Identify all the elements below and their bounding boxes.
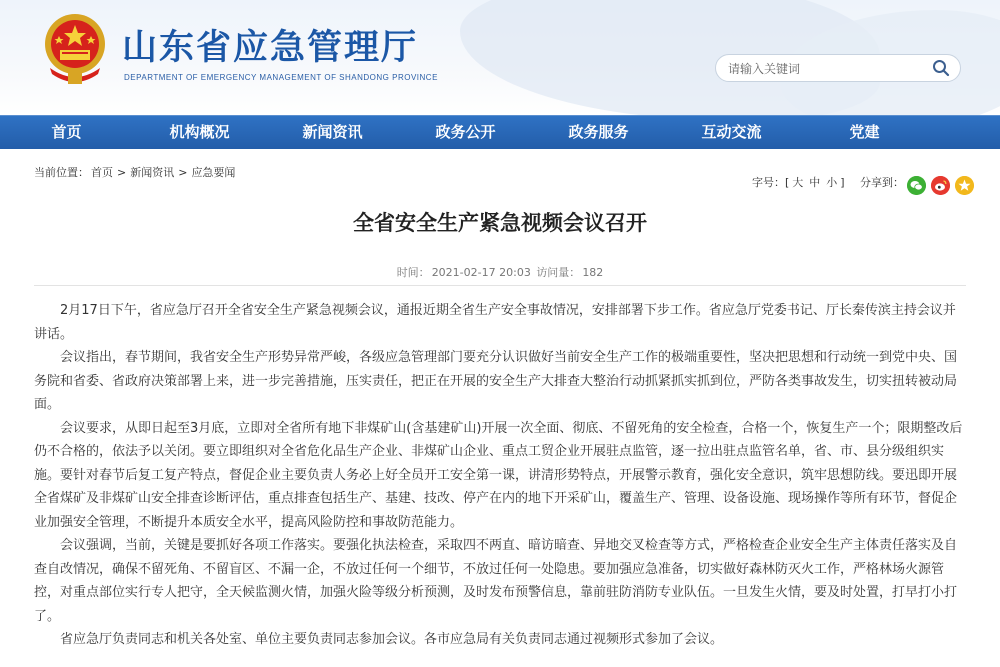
favorite-share-icon[interactable] xyxy=(955,176,974,195)
font-size-label: 字号： xyxy=(752,176,785,189)
nav-government-affairs[interactable]: 政务公开 xyxy=(435,123,496,141)
article-body xyxy=(34,299,968,652)
nav-interaction[interactable]: 互动交流 xyxy=(701,123,762,141)
article-tools xyxy=(0,172,1000,196)
breadcrumb-link-home[interactable]: 首页 xyxy=(91,166,113,179)
article-paragraph: 会议指出，春节期间，我省安全生产形势异常严峻，各级应急管理部门要充分认识做好当前安全生产工作的极端重要性，坚决把思想和行动统一到党中央、国务院和省委、省政府决策部署上来，进一步完善措施，压实责任，把正在开展的安全生产大排查大整治行动抓紧抓实抓到位，严防各类事故发生，切实扭转被动局面。 xyxy=(34,350,958,412)
nav-party-building[interactable]: 党建 xyxy=(849,123,880,141)
font-size-large[interactable]: 大 xyxy=(792,176,804,189)
nav-news[interactable]: 新闻资讯 xyxy=(302,123,363,141)
nav-home[interactable]: 首页 xyxy=(51,123,82,141)
search-input[interactable] xyxy=(726,59,930,79)
search-box xyxy=(715,54,961,82)
article-paragraph: 会议强调，当前，关键是要抓好各项工作落实。要强化执法检查，采取四不两直、暗访暗查、异地交叉检查等方式，严格检查企业安全生产主体责任落实及自查自改情况，确保不留死角、不留盲区、不漏一企，不放过任何一个细节，不放过任何一处隐患。要加强应急准备，切实做好森林防灭火工作，严格林场火源管控，对重点部位实行专人把守，全天候监测火情，加强火险等级分析预测，及时发布预警信息，靠前驻防消防专业队伍。一旦发生火情，要及时处置，打早打小打了。 xyxy=(34,538,958,624)
font-size-control xyxy=(752,174,845,190)
article-title: 全省安全生产紧急视频会议召开 xyxy=(353,211,647,235)
site-subtitle: DEPARTMENT OF EMERGENCY MANAGEMENT OF SHANDONG PROVINCE xyxy=(124,73,438,82)
wechat-share-icon[interactable] xyxy=(907,176,926,195)
article-paragraph: 省应急厅负责同志和机关各处室、单位主要负责同志参加会议。各市应急局有关负责同志通过视频形式参加了会议。 xyxy=(60,632,724,647)
search-icon[interactable] xyxy=(932,59,950,77)
nav-organization[interactable]: 机构概况 xyxy=(169,123,230,141)
main-nav xyxy=(0,115,1000,149)
article-meta xyxy=(0,264,1000,280)
weibo-share-icon[interactable] xyxy=(931,176,950,195)
font-bracket-open: [ xyxy=(785,176,790,189)
time-label: 时间： xyxy=(396,266,430,279)
font-size-medium[interactable]: 中 xyxy=(809,176,821,189)
site-header xyxy=(0,0,1000,115)
views-label: 访问量： xyxy=(536,266,581,279)
view-count: 182 xyxy=(582,266,604,279)
divider xyxy=(34,285,966,286)
breadcrumb-link-emergency-news[interactable]: 应急要闻 xyxy=(191,166,236,179)
nav-government-services[interactable]: 政务服务 xyxy=(568,123,629,141)
share-label: 分享到： xyxy=(860,176,904,189)
breadcrumb-prefix: 当前位置： xyxy=(34,166,89,179)
breadcrumb-link-news[interactable]: 新闻资讯 xyxy=(130,166,175,179)
breadcrumb-separator: > xyxy=(117,166,127,179)
font-bracket-close: ] xyxy=(840,176,845,189)
site-title: 山东省应急管理厅 xyxy=(122,28,419,68)
publish-time: 2021-02-17 20:03 xyxy=(431,266,531,279)
breadcrumb-separator: > xyxy=(178,166,188,179)
article-paragraph: 2月17日下午，省应急厅召开全省安全生产紧急视频会议，通报近期全省生产安全事故情况，安排部署下步工作。省应急厅党委书记、厅长秦传滨主持会议并讲话。 xyxy=(34,303,956,342)
font-size-small[interactable]: 小 xyxy=(826,176,838,189)
article-paragraph: 会议要求，从即日起至3月底，立即对全省所有地下非煤矿山(含基建矿山)开展一次全面、彻底、不留死角的安全检查，合格一个，恢复生产一个；限期整改后仍不合格的，依法予以关闭。要立即组织对全省危化品生产企业、非煤矿山企业、重点工贸企业开展驻点监管，逐一拉出驻点监管名单，省、市、县分级组织实施。要针对春节后复工复产特点，督促企业主要负责人务必上好全员开工安全第一课，讲清形势特点，开展警示教育，强化安全意识，筑牢思想防线。要迅即开展全省煤矿及非煤矿山安全排查诊断评估，重点排查包括生产、基建、技改、停产在内的地下开采矿山，覆盖生产、管理、设备设施、现场操作等所有环节，督促企业加强安全管理，不断提升本质安全水平，提高风险防控和事故防范能力。 xyxy=(34,420,963,530)
national-emblem-icon xyxy=(42,12,108,88)
